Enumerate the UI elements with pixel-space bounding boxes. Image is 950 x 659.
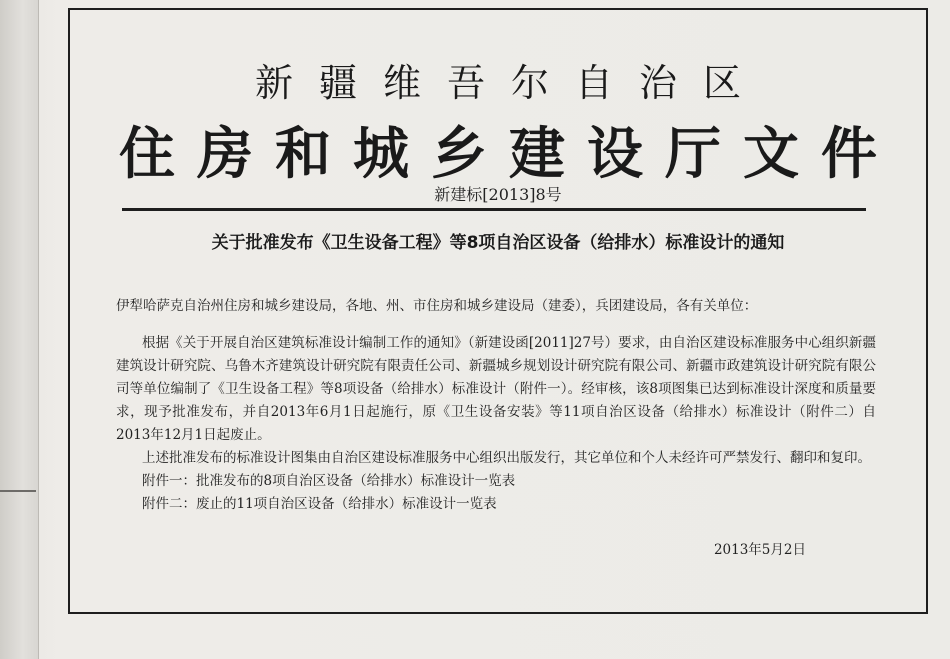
notice-title: 关于批准发布《卫生设备工程》等8项自治区设备（给排水）标准设计的通知	[211, 233, 785, 253]
notice-body	[116, 332, 876, 516]
document-type-heading: 住房和城乡建设厅文件	[119, 121, 899, 187]
issuer-name: 新疆维吾尔自治区	[254, 61, 767, 105]
issue-date: 2013年5月2日	[713, 542, 806, 558]
document-number: 新建标[2013]8号	[434, 185, 562, 204]
binding-edge	[0, 0, 39, 659]
recipient-line: 伊犁哈萨克自治州住房和城乡建设局，各地、州、市住房和城乡建设局（建委），兵团建设局，各有关单位：	[116, 298, 758, 314]
attachment-2: 附件二：废止的11项自治区设备（给排水）标准设计一览表	[142, 496, 497, 512]
attachment-1: 附件一：批准发布的8项自治区设备（给排水）标准设计一览表	[142, 473, 516, 489]
header-rule	[122, 208, 866, 211]
body-paragraph-1: 根据《关于开展自治区建筑标准设计编制工作的通知》（新建设函[2011]27号）要求，由自治区建设标准服务中心组织新疆建筑设计研究院、乌鲁木齐建筑设计研究院有限责任公司、新疆城乡规划设计研究院有限公司、新疆市政建筑设计研究院有限公司等单位编制了《卫生设备工程》等8项设备（给排水）标准设计（附件一）。经审核，该8项图集已达到标准设计深度和质量要求，现予批准发布，并自2013年6月1日起施行，原《卫生设备安装》等11项自治区设备（给排水）标准设计（附件二）自2013年12月1日起废止。	[116, 335, 876, 443]
body-paragraph-2: 上述批准发布的标准设计图集由自治区建设标准服务中心组织出版发行，其它单位和个人未经许可严禁发行、翻印和复印。	[142, 450, 871, 466]
binding-mark	[0, 490, 36, 492]
document-frame	[68, 8, 928, 614]
